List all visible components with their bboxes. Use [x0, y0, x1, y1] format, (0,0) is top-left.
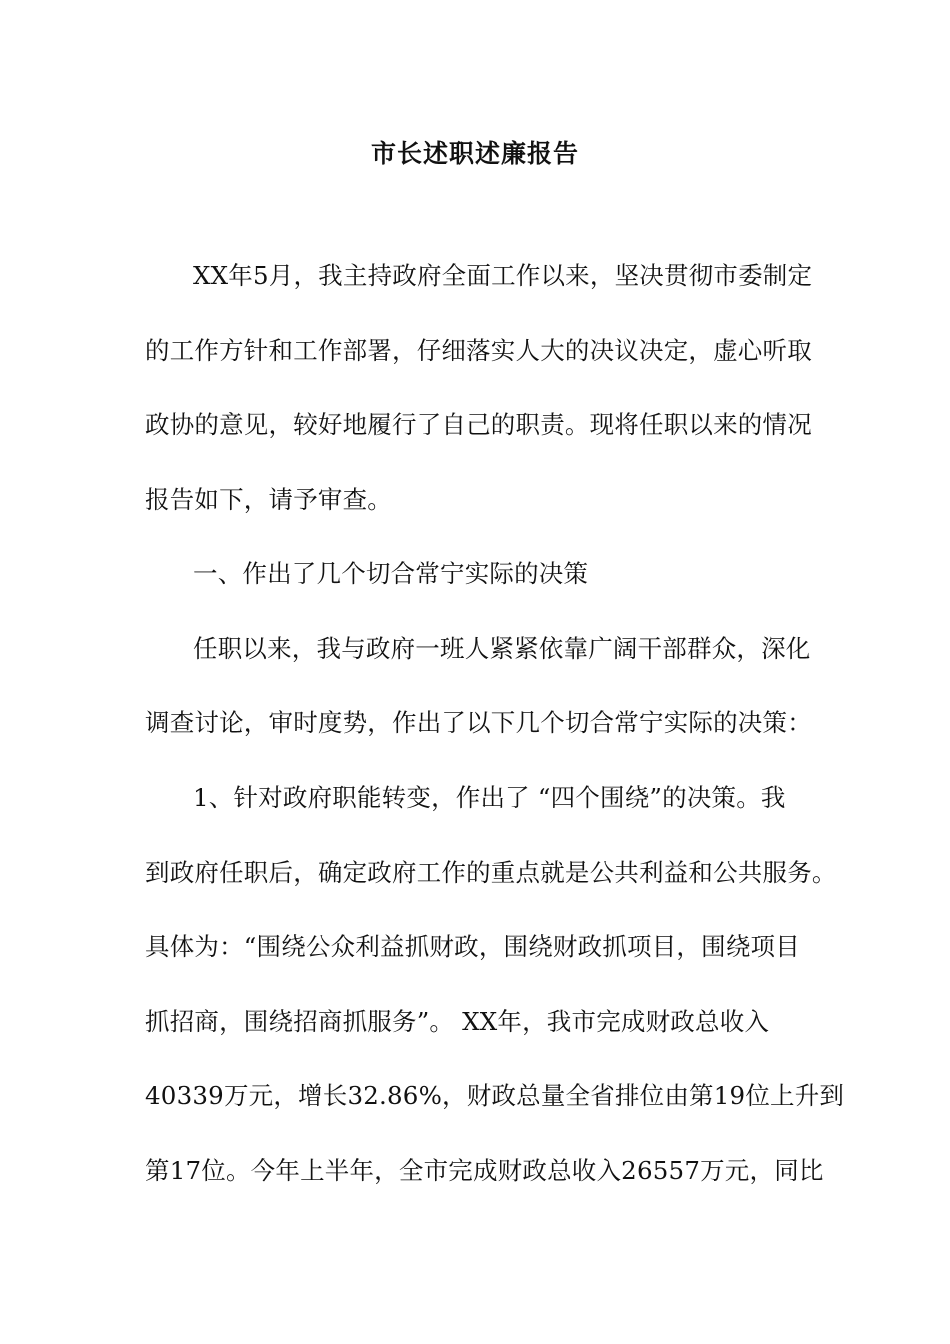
paragraph-line: 1、针对政府职能转变，作出了 “四个围绕”的决策。我: [193, 783, 786, 812]
section-heading: 一、作出了几个切合常宁实际的决策: [193, 559, 589, 588]
document-title: 市长述职述廉报告: [370, 139, 579, 168]
paragraph-line: 任职以来，我与政府一班人紧紧依靠广阔干部群众，深化: [193, 634, 811, 663]
paragraph-line: 报告如下，请予审查。: [145, 485, 392, 514]
paragraph-line: 的工作方针和工作部署，仔细落实人大的决议决定，虚心听取: [145, 336, 812, 365]
paragraph-line: 40339万元，增长32.86%，财政总量全省排位由第19位上升到: [145, 1081, 845, 1110]
paragraph-line: 政协的意见，较好地履行了自己的职责。现将任职以来的情况: [145, 410, 812, 439]
paragraph-line: 调查讨论，审时度势，作出了以下几个切合常宁实际的决策：: [145, 708, 812, 737]
paragraph-line: 抓招商，围绕招商抓服务”。 XX年，我市完成财政总收入: [145, 1007, 770, 1036]
paragraph-line: 到政府任职后，确定政府工作的重点就是公共利益和公共服务。: [145, 858, 837, 887]
paragraph-line: 具体为：“围绕公众利益抓财政，围绕财政抓项目，围绕项目: [145, 932, 800, 961]
paragraph-line: 第17位。今年上半年，全市完成财政总收入26557万元，同比: [145, 1156, 824, 1185]
paragraph-line: XX年5月，我主持政府全面工作以来，坚决贯彻市委制定: [193, 261, 813, 290]
